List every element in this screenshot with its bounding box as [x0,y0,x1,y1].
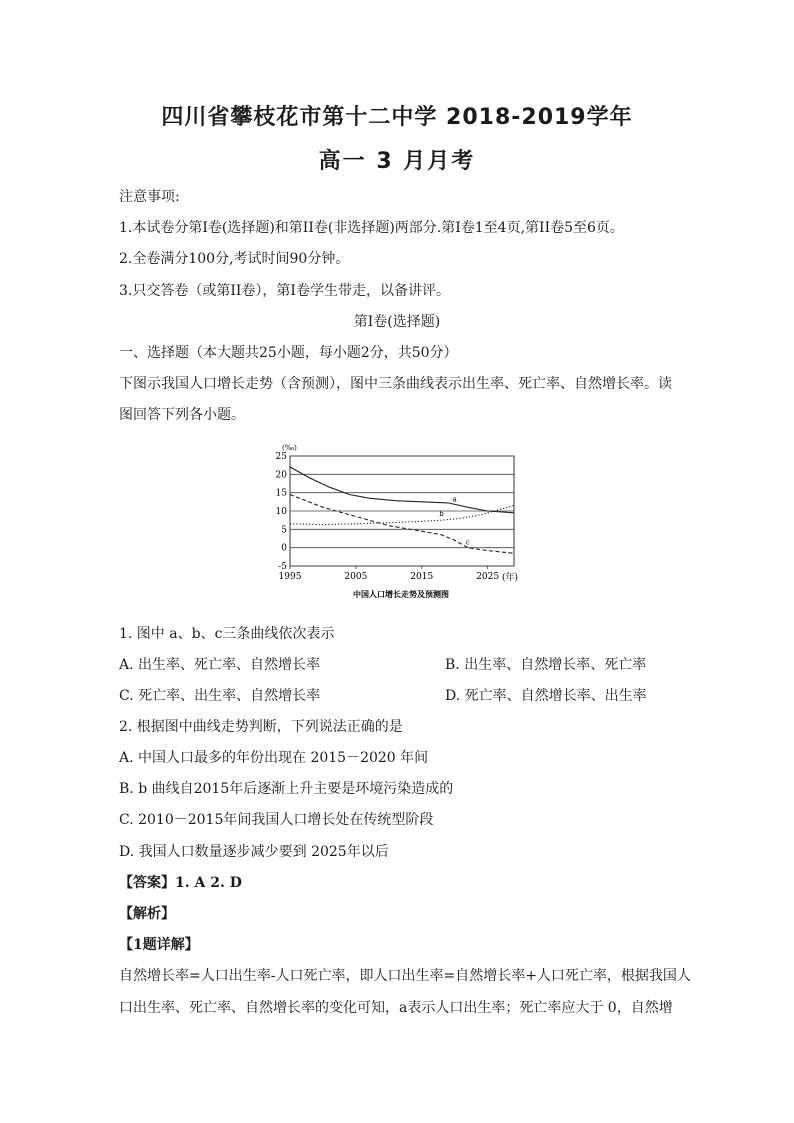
question-2-stem: 2. 根据图中曲线走势判断，下列说法正确的是 [119,719,403,735]
exam-subtitle: 高一 3 月月考 [318,149,476,174]
intro-line-1: 下图示我国人口增长走势（含预测），图中三条曲线表示出生率、死亡率、自然增长率。读 [119,376,672,392]
notes-heading: 注意事项: [119,189,180,205]
y-tick-label: -5 [278,562,287,572]
question-2-option-d: D. 我国人口数量逐步减少要到 2025年以后 [119,844,389,860]
chart-title: 中国人口增长走势及预测图 [353,589,449,599]
series-label-a: a [452,495,457,504]
x-tick-label: 2025 [476,572,500,582]
y-tick-label: 5 [281,525,287,536]
detail-line-2: 口出生率、死亡率、自然增长率的变化可知，a表示人口出生率；死亡率应大于 0，自然增 [119,1000,673,1016]
question-1-stem: 1. 图中 a、b、c三条曲线依次表示 [119,626,335,642]
question-2-option-a: A. 中国人口最多的年份出现在 2015－2020 年间 [119,750,429,766]
question-2-option-b: B. b 曲线自2015年后逐渐上升主要是环境污染造成的 [119,781,454,797]
y-axis-unit: (‰) [282,444,297,452]
question-1-option-a: A. 出生率、死亡率、自然增长率 [119,657,321,673]
series-label-c: c [465,538,470,547]
x-tick-label: 1995 [278,572,302,582]
note-item-3: 3.只交答卷（或第II卷），第Ⅰ卷学生带走，以备讲评。 [119,283,450,299]
note-item-2: 2.全卷满分100分,考试时间90分钟。 [119,251,350,267]
series-line-c [290,495,514,554]
x-tick-label: 2015 [410,572,434,582]
note-item-1: 1.本试卷分第Ⅰ卷(选择题)和第II卷(非选择题)两部分.第Ⅰ卷1至4页,第II卷5至6页。 [119,220,624,236]
intro-line-2: 图回答下列各小题。 [119,407,245,423]
answer-label: 【答案】1. A 2. D [119,875,242,891]
analysis-label: 【解析】 [119,906,175,922]
series-label-b: b [439,510,444,519]
y-tick-label: 25 [275,452,287,462]
series-line-a [290,467,514,513]
chart-grid [290,456,514,569]
exam-title: 四川省攀枝花市第十二中学 2018-2019学年 [161,105,633,130]
chart-series [290,467,514,553]
series-line-b [290,506,514,525]
detail-label: 【1题详解】 [119,937,199,953]
y-tick-label: 15 [275,488,287,499]
x-tick-label: 2005 [344,572,368,582]
y-tick-label: 20 [275,470,287,481]
question-1-option-b: B. 出生率、自然增长率、死亡率 [445,657,647,673]
y-tick-label: 0 [281,543,287,554]
question-1-option-c: C. 死亡率、出生率、自然增长率 [119,688,321,704]
x-axis-unit: (年) [502,573,519,583]
question-2-option-c: C. 2010－2015年间我国人口增长处在传统型阶段 [119,812,434,828]
section-heading: 一、选择题（本大题共25小题，每小题2分，共50分） [119,345,458,361]
question-1-option-d: D. 死亡率、自然增长率、出生率 [445,688,647,704]
part-title: 第Ⅰ卷(选择题) [353,314,441,330]
detail-line-1: 自然增长率=人口出生率-人口死亡率，即人口出生率=自然增长率+人口死亡率，根据我国人 [119,968,691,984]
y-tick-label: 10 [275,507,287,517]
population-chart [270,436,530,604]
